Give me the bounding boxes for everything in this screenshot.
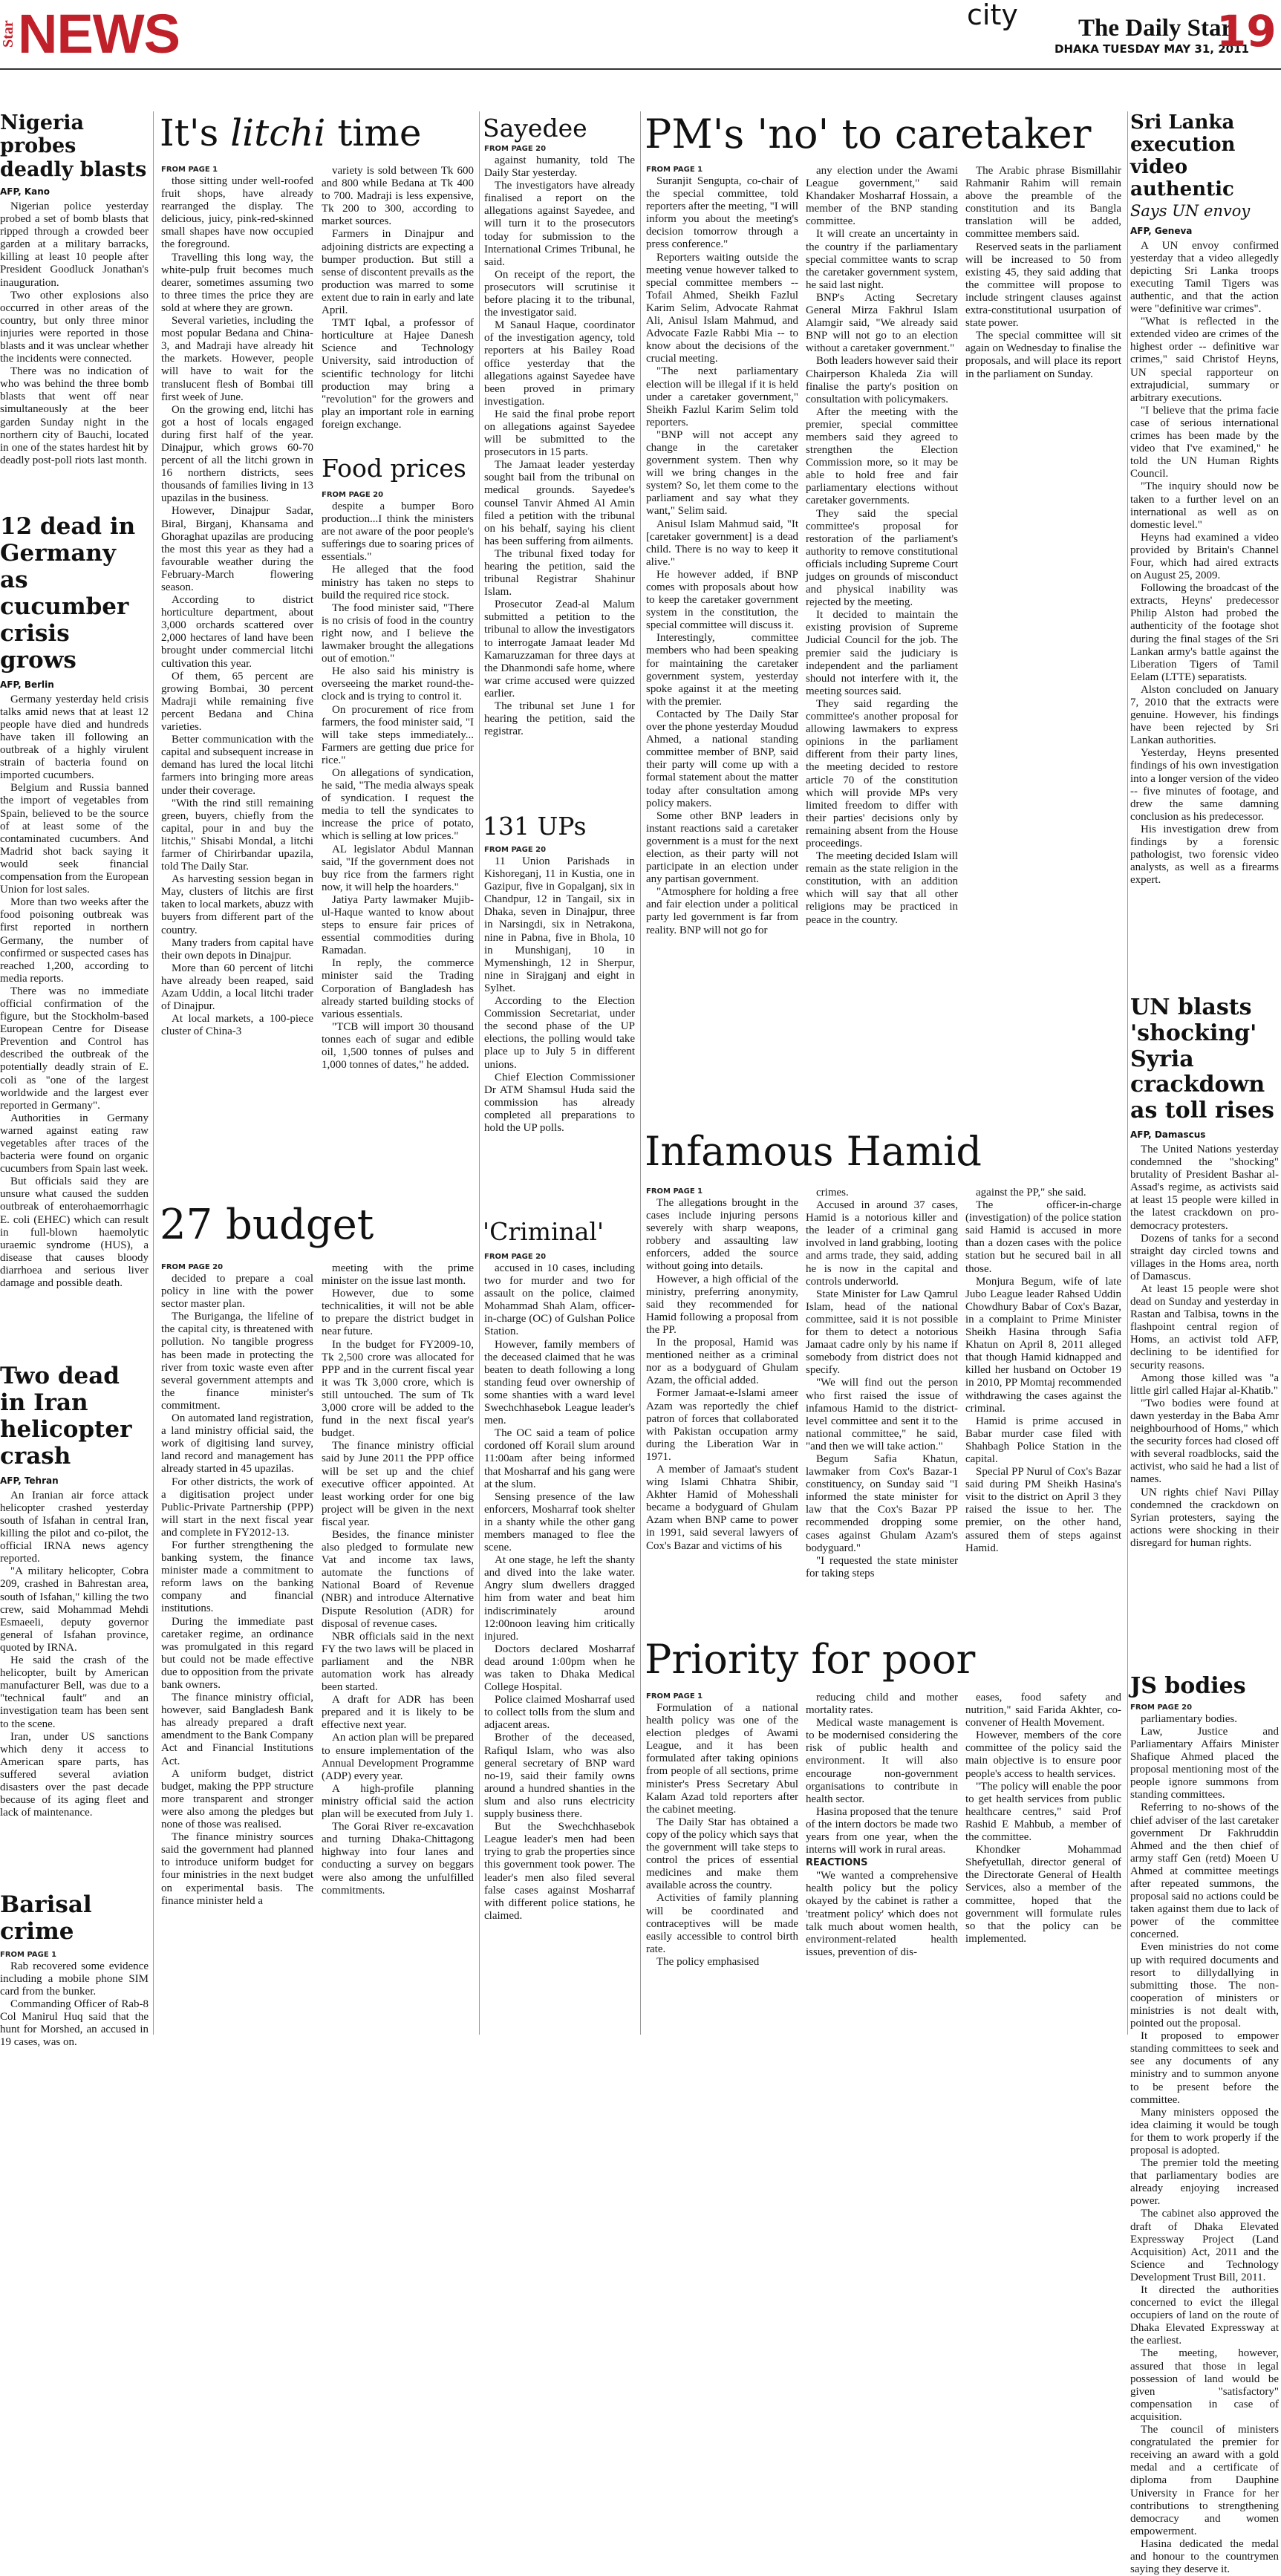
paragraph: It directed the authorities concerned to evict the illegal occupiers of land on the route of Dhaka Elevated Expressway at the earliest.	[1130, 2284, 1279, 2347]
paragraph: According to the Election Commission Secretariat, under the second phase of the UP elections, the polling would take place up to July 5 in different unions.	[484, 995, 635, 1071]
paragraph: An Iranian air force attack helicopter crashed yesterday south of Isfahan in central Iran, killing the pilot and co-pilot, the official IRNA news agency reported.	[0, 1489, 149, 1565]
paragraph: The policy emphasised	[656, 1955, 760, 1968]
page-number: 19	[1216, 6, 1277, 56]
paragraph: At local markets, a 100-piece cluster of China-3	[161, 1013, 313, 1038]
paragraph: "Two bodies were found at dawn yesterday in the Baba Amr neighbourhood of Homs," which the security forces had closed off with several roadblocks, said the activist, who said he had a list of names.	[1130, 1397, 1279, 1486]
paragraph: He also said his ministry is overseeing the market round-the-clock and is trying to control it.	[322, 665, 474, 703]
paragraph: He however added, if BNP comes with proposals about how to keep the caretaker government system in the constitution, the special committee will discuss it.	[646, 568, 798, 632]
paragraph: The officer-in-charge (investigation) of the police station said Hamid is accused in more than a dozen cases with the police station but he secured bail in all those.	[965, 1199, 1121, 1275]
article-body	[161, 175, 313, 1185]
headline-hamid: Infamous Hamid	[645, 1128, 982, 1175]
column-rule	[479, 111, 480, 2035]
paragraph: The premier told the meeting that parliamentary bodies are already enjoying increased power.	[1130, 2157, 1279, 2208]
paragraph: Nigerian police yesterday probed a set of bomb blasts that ripped through a crowded beer garden at a military barracks, killing at least 10 people after President Goodluck Jonathan's inauguration.	[0, 200, 149, 289]
paragraph: Following the broadcast of the extracts, Heyns' predecessor Philip Alston had probed the authenticity of the footage shot during the final stages of the Sri Lankan army's battle against the Liberation Tigers of Tamil Eelam (LTTE) separatists.	[1130, 582, 1279, 683]
article-body	[646, 1702, 798, 2038]
paragraph: During the immediate past caretaker regime, an ordinance was promulgated in this regard but could not be made effective due to opposition from the private bank owners.	[161, 1615, 313, 1691]
paragraph: Yesterday, Heyns presented findings of his own investigation into a longer version of the video -- five minutes of footage, and drew the same damning conclusion as his predecessor.	[1130, 747, 1279, 823]
paragraph: The finance ministry official, however, said Bangladesh Bank has already prepared a draft amendment to the Bank Company Act and Financial Institutions Act.	[161, 1692, 313, 1767]
paragraph: Special PP Nurul of Cox's Bazar said during PM Sheikh Hasina's visit to the district on April 3 they raised the issue to her. The premier, on the other hand, assured them of steps against Hamid.	[965, 1466, 1121, 1554]
paragraph: Contacted by The Daily Star over the phone yesterday Moudud Ahmed, a national standing committee member of BNP, said their party will come up with a formal statement about the matter today after consultation among policy makers.	[646, 708, 798, 809]
paragraph: "BNP will not accept any change in the caretaker government system. Then why will we bring changes in the system? So, let them come to the parliament and say what they want," Selim said.	[646, 428, 798, 518]
paragraph: He said the final probe report on allegations against Sayedee will be submitted to the prosecutors in 15 parts.	[484, 408, 635, 459]
article-body	[0, 1490, 149, 1876]
article-body	[646, 1197, 798, 1634]
paragraph: There was no indication of who was behind the three bomb blasts that went off near simultaneously at the beer garden Sunday night in the northern city of Bauchi, located in one of the states hardest hit by deadly post-poll riots last month.	[0, 365, 149, 466]
paragraph: The OC said a team of police cordoned off Korail slum around 11:00am after being informed that Mosharraf and his gang were at the slum.	[484, 1427, 635, 1490]
paragraph: After the meeting with the premier, special committee members said they agreed to strengthen the Election Commission more, so it may be able to hold free and fair parliamentary elections without caretaker governments.	[806, 405, 958, 507]
paragraph: But officials said they are unsure what caused the sudden outbreak of enterohaemorrhagic E. coli (EHEC) which can result in full-blown haemolytic uraemic syndrome (HUS), a disease that causes bloody diarrhoea and serious liver damage and possible death.	[0, 1175, 149, 1290]
paragraph: Chief Election Commissioner Dr ATM Shamsul Huda said the commission has already completed all preparations to hold the UP polls.	[484, 1071, 635, 1134]
paragraph: AL legislator Abdul Mannan said, "If the government does not buy rice from the farmers right now, it will help the hoarders."	[322, 843, 474, 893]
column-rule	[640, 111, 641, 2035]
paragraph: More than 60 percent of litchi have already been reaped, said Azam Uddin, a local litchi trader of Dinajpur.	[161, 962, 313, 1013]
paragraph: Anisul Islam Mahmud said, "It [caretaker government] is a dead child. There is no way to keep it alive."	[646, 518, 798, 568]
paragraph: The Jamaat leader yesterday sought bail from the tribunal on medical grounds. Sayedee's counsel Tanvir Ahmed Al Amin filed a petition with the tribunal on his behalf, saying his client has been suffering from ailments.	[484, 459, 635, 547]
section-title: NEWS	[18, 3, 180, 65]
paragraph: eases, food safety and nutrition," said Farida Akhter, co-convener of Health Movement.	[965, 1692, 1121, 1729]
paragraph: Khondker Mohammad Shefyetullah, director general of the Directorate General of Health Services, also a member of the committee, hoped that the government will formulate rules so that the policy can be implemented.	[965, 1844, 1121, 1945]
headline-budget: 27 budget	[160, 1201, 374, 1249]
from-page: FROM PAGE 20	[322, 491, 384, 499]
article-body	[1130, 239, 1279, 887]
paragraph: any election under the Awami League government," said Khandaker Mosharraf Hossain, a member of the BNP standing committee.	[806, 165, 958, 228]
paragraph: For other districts, the work of a digitisation project under Public-Private Partnership (PPP) will start in the next fiscal year and complete in FY2012-13.	[161, 1476, 313, 1539]
paragraph: Alston concluded on January 7, 2010 that the extracts were genuine. However, his findings have been rejected by Sri Lankan authorities.	[1130, 683, 1279, 747]
paragraph: Doctors declared Mosharraf dead around 1:00pm when he was taken to Dhaka Medical College Hospital.	[484, 1643, 635, 1694]
byline: AFP, Tehran	[0, 1475, 59, 1486]
paragraph: "With the rind still remaining green, buyers, chiefly from the capital, pour in and buy the litchis," Shisabi Mondal, a litchi farmer of Chirirbandar upazila, told The Daily Star.	[161, 797, 313, 873]
paragraph: For further strengthening the banking system, the finance minister made a commitment to reform laws on the banking company and financial institutions.	[161, 1539, 313, 1615]
from-page: FROM PAGE 20	[484, 846, 547, 854]
paragraph: "TCB will import 30 thousand tonnes each of sugar and edible oil, 1,500 tonnes of pulses and 1,000 tonnes of dates," he added.	[322, 1020, 474, 1072]
paragraph: However, family members of the deceased claimed that he was beaten to death following a long standing feud over ownership of some shanties with a ward level Swechchhasebok League leader's men.	[484, 1338, 635, 1427]
article-body	[0, 694, 149, 1380]
article-body	[322, 165, 474, 454]
headline: JS bodies	[1130, 1673, 1246, 1699]
byline: AFP, Berlin	[0, 679, 54, 690]
paragraph: NBR officials said in the next FY the two laws will be placed in parliament and the NBR automation work has already been started.	[322, 1630, 474, 1694]
paragraph: As harvesting session began in May, clusters of litchis are first taken to local markets, abuzz with buyers from different part of the country.	[161, 873, 313, 936]
reactions-label: REACTIONS	[806, 1857, 868, 1869]
paragraph: Iran, under US sanctions which deny it access to American spare parts, has suffered several aviation disasters over the past decade because of its aging fleet and lack of maintenance.	[0, 1730, 149, 1819]
article-body	[484, 855, 635, 1212]
paragraph: The food minister said, "There is no crisis of food in the country right now, and I believe the lawmaker brought the allegations out of emotion."	[322, 601, 474, 665]
from-page: FROM PAGE 1	[0, 1950, 57, 1959]
from-page: FROM PAGE 1	[646, 1692, 703, 1701]
article-body	[806, 165, 958, 1118]
paragraph: Even ministries do not come up with required documents and resort to dillydallying in submitting those. The non-cooperation of ministers or ministries is not dealt with, pointed out the proposal.	[1130, 1941, 1279, 2030]
paragraph: Travelling this long way, the white-pulp fruit becomes much dearer, sometimes assuming two to three times the price they are sold at where they are grown.	[161, 251, 313, 314]
paragraph: against humanity, told The Daily Star yesterday.	[484, 154, 635, 180]
story-sri-lanka	[1130, 111, 1279, 887]
byline: AFP, Damascus	[1130, 1129, 1206, 1140]
paragraph: Suranjit Sengupta, co-chair of the special committee, told reporters after the meeting, "I will inform you about the meeting's decision tomorrow through a press conference."	[646, 175, 798, 251]
paragraph: It decided to maintain the existing provision of Supreme Judicial Council for the job. The premier said the judiciary is independent and the parliament should not interfere with it, the meeting sources said.	[806, 609, 958, 697]
paragraph: M Sanaul Haque, coordinator of the investigation agency, told reporters at his Bailey Road office yesterday that the allegations against Sayedee have been proved in primary investigation.	[484, 319, 635, 408]
paragraph: The special committee will sit again on Wednesday to finalise the proposals, and will place its report in the parliament on Sunday.	[965, 330, 1121, 380]
paragraph: Hasina proposed that the tenure of the intern doctors be made two years from one year, when the interns will work in rural areas.	[806, 1805, 958, 1856]
section-city: city	[967, 0, 1018, 31]
paragraph: The allegations brought in the cases include injuring persons severely with sharp weapons, robbery and assaulting law enforcers, added the source without going into details.	[646, 1197, 798, 1273]
paragraph: A member of Jamaat's student wing Islami Chhatra Shibir, Akhter Hamid of Mohesshali became a bodyguard of Ghulam Azam when BNP came to power in 1991, said several lawyers of Cox's Bazar and victims of his	[646, 1463, 798, 1552]
paragraph: those sitting under well-roofed fruit shops, have already rearranged the display. The delicious, juicy, pink-red-skinned small shapes have now occupied the foreground.	[161, 175, 313, 251]
paragraph: A uniform budget, district budget, making the PPP structure more transparent and stronger were also among the pledges but none of those was realised.	[161, 1767, 313, 1831]
headline-sayedee: Sayedee	[483, 114, 587, 143]
article-body	[484, 154, 635, 808]
dateline: DHAKA TUESDAY MAY 31, 2011	[1055, 42, 1249, 56]
paragraph: Belgium and Russia banned the import of vegetables from Spain, believed to be the source of at least some of the contaminated cucumbers. And Madrid shot back saying it would seek financial compensation from the European Union for lost sales.	[0, 782, 149, 896]
article-body	[322, 500, 474, 1195]
paragraph: Brother of the deceased, Rafiqul Islam, who was also general secretary of BNP ward no-19, said their family owns around a hundred shanties in the slum and also runs electricity supply business there.	[484, 1732, 635, 1821]
paragraph: Among those killed was "a little girl called Hajar al-Khatib."	[1130, 1372, 1279, 1397]
paragraph: decided to prepare a coal policy in line with the power sector master plan.	[161, 1273, 313, 1311]
paragraph: Authorities in Germany warned against eating raw vegetables after traces of the bacteria were found on organic cucumbers from Spain last week.	[0, 1112, 149, 1175]
paragraph: However, due to some technicalities, it will not be able to prepare the district budget in near future.	[322, 1288, 474, 1338]
paragraph: A high-profile planning ministry official said the action plan will be executed from July 1.	[322, 1782, 474, 1821]
paragraph: The meeting decided Islam will remain as the state religion in the constitution, with an addition which will say that all other religions may be practiced in peace in the country.	[806, 850, 958, 926]
paragraph: Accused in around 37 cases, Hamid is a notorious killer and the leader of a criminal gang involved in land grabbing, looting and arms trade, they said, adding he is now in the capital and controls underworld.	[806, 1199, 958, 1288]
paragraph: parliamentary bodies.	[1141, 1712, 1237, 1725]
paragraph: State Minister for Law Qamrul Islam, head of the national committee, said it is not possible for them to detect a notorious Jamaat cadre only by his name if somebody from district does not specify.	[806, 1288, 958, 1377]
paragraph: Besides, the finance minister also pledged to formulate new Vat and income tax laws, automate the functions of National Board of Revenue (NBR) and introduce Alternative Dispute Resolution (ADR) for disposal of revenue cases.	[322, 1528, 474, 1630]
article-body	[646, 175, 798, 1118]
paragraph: On receipt of the report, the prosecutors will scrutinise it before placing it to the tribunal, the investigator said.	[484, 268, 635, 319]
paragraph: Two other explosions also occurred in other areas of the country, but only three minor injuries were reported in those blasts and it was unclear whether the incidents were connected.	[0, 289, 149, 365]
paragraph: An action plan will be prepared to ensure implementation of the Annual Development Programme (ADP) every year.	[322, 1732, 474, 1782]
paragraph: The Buriganga, the lifeline of the capital city, is threatened with pollution. No tangible progress has been made in protecting the river from toxic waste even after several government attempts and the finance minister's commitment.	[161, 1311, 313, 1412]
headline-litchi: It's litchi time	[160, 111, 422, 154]
paragraph: "What is reflected in the extended video are crimes of the highest order -- definitive war crimes," said Christof Heyns, UN special rapporteur on extrajudicial, summary or arbitrary executions.	[1130, 316, 1279, 404]
from-page: FROM PAGE 1	[646, 1187, 703, 1196]
paragraph: Former Jamaat-e-Islami ameer Azam was reportedly the chief patron of forces that collaborated with Pakistan occupation army during the Liberation War in 1971.	[646, 1387, 798, 1463]
paragraph: Interestingly, committee members who had been speaking for maintaining the caretaker government system, yesterday spoke against it at the meeting with the premier.	[646, 632, 798, 708]
article-body	[1130, 1712, 1279, 2576]
paragraph: Begum Safia Khatun, lawmaker from Cox's Bazar-1 constituency, on Sunday said "I informed the state minister for law that the Cox's Bazar PP recommended dropping some cases against Ghulam Azam's bodyguard."	[806, 1452, 958, 1554]
paragraph: In the budget for FY2009-10, Tk 2,500 crore was allocated for PPP and in the current fiscal year it was Tk 3,000 crore, which is still untouched. The sum of Tk 3,000 crore will be added to the fund in the next fiscal year's budget.	[322, 1338, 474, 1440]
byline: AFP, Geneva	[1130, 225, 1193, 236]
paragraph: Better communication with the capital and subsequent increase in demand has lured the local litchi farmers into bringing more areas under their coverage.	[161, 734, 313, 797]
paragraph: However, a high official of the ministry, preferring anonymity, said they recommended for Hamid following a proposal from the PP.	[646, 1273, 798, 1336]
article-body	[0, 1960, 149, 2072]
paragraph: At one stage, he left the shanty and dived into the lake water. Angry slum dwellers dragged him from water and beat him indiscriminately around 12:00noon leaving him critically injured.	[484, 1554, 635, 1643]
paragraph: crimes.	[816, 1187, 849, 1199]
paragraph: variety is sold between Tk 600 and 800 while Bedana at Tk 400 to 700. Madraji is less expensive, Tk 200 to 300, according to market sources.	[322, 165, 474, 228]
paragraph: Hamid is prime accused in Babar murder case filed with Shahbagh Police Station in the capital.	[965, 1415, 1121, 1465]
paragraph: Many ministers opposed the idea claiming it would be tough for them to work properly if the proposal is adopted.	[1130, 2106, 1279, 2156]
paragraph: accused in 10 cases, including two for murder and two for assault on the police, claimed Mohammad Shah Alam, officer-in-charge (OC) of Gulshan Police Station.	[484, 1262, 635, 1338]
article-body	[965, 165, 1121, 447]
paragraph: Many traders from capital have their own depots in Dinajpur.	[161, 936, 313, 962]
paragraph: There was no immediate official confirmation of the figure, but the Stockholm-based European Centre for Disease Prevention and Control has described the outbreak of the potentially deadly strain of E. coli as "one of the largest worldwide and the largest ever reported in Germany".	[0, 985, 149, 1112]
paragraph: Monjura Begum, wife of late Jubo League leader Rahsed Uddin Chowdhury Babar of Cox's Bazar, in a complaint to Prime Minister Sheikh Hasina through Safia Khatun on April 8, 2011 alleged that though Hamid kidnapped and killed her husband on October 19 in 2010, PP Momtaj recommended withdrawing the cases against the criminal.	[965, 1275, 1121, 1415]
paragraph: The tribunal set June 1 for hearing the petition, said the registrar.	[484, 700, 635, 738]
paragraph: On automated land registration, a land ministry official said, the work of digitising land survey, land record and management has already started in 45 upazilas.	[161, 1412, 313, 1476]
paragraph: Commanding Officer of Rab-8 Col Manirul Huq said that the hunt for Morshed, an accused in 19 cases, was on.	[0, 1998, 149, 2049]
paragraph: In reply, the commerce minister said the Trading Corporation of Bangladesh has already started building stocks of various essentials.	[322, 957, 474, 1020]
paragraph: Heyns had examined a video provided by Britain's Channel Four, which had aired extracts on August 25, 2009.	[1130, 531, 1279, 582]
paragraph: Reporters waiting outside the meeting venue however talked to special committee members -- Tofail Ahmed, Sheikh Fazlul Karim Selim, Advocate Rahmat Ali, Anisul Islam Mahmud, and Advocate Fazle Rabbi Mia -- to know about the decisions of the crucial meeting.	[646, 251, 798, 365]
paragraph: The investigators have already finalised a report on the allegations against Sayedee, and will turn it to the prosecutors today for submission to the International Crimes Tribunal, he said.	[484, 180, 635, 268]
subheadline: Says UN envoy	[1130, 201, 1251, 220]
article-body	[1130, 1144, 1279, 1663]
paragraph: 11 Union Parishads in Kishoreganj, 11 in Kustia, one in Gazipur, five in Gopalganj, six in Chandpur, 12 in Tangail, six in Dhaka, seven in Dinajpur, three in Narsingdi, six in Netrakona, nine in Pabna, five in Bhola, 10 in Munshiganj, 10 in Mymenshingh, 12 in Sherpur, nine in Sirajganj and eight in Sylhet.	[484, 855, 635, 994]
paragraph: "I believe that the prima facie case of serious international crimes has been made by the video that I've examined," he told the UN Human Rights Council.	[1130, 404, 1279, 480]
paragraph: Farmers in Dinajpur and adjoining districts are expecting a bumper production. But still a sense of discontent prevails as the production was marred to some extent due to rain in early and late April.	[322, 228, 474, 317]
article-body	[161, 1273, 313, 2035]
paragraph: The finance ministry sources said the government had planned to introduce uniform budget for four ministries in the next budget on experimental basis. The finance minister held a	[161, 1831, 313, 1907]
paragraph: Law, Justice and Parliamentary Affairs Minister Shafique Ahmed placed the proposal mentioning most of the people ignore summons from standing committees.	[1130, 1725, 1279, 1801]
paragraph: Germany yesterday held crisis talks amid news that at least 12 people have died and hundreds have taken ill following an outbreak of a highly virulent strain of bacteria found on imported cucumbers.	[0, 693, 149, 782]
from-page: FROM PAGE 20	[1130, 1703, 1193, 1712]
article-body	[806, 1870, 958, 1959]
from-page: FROM PAGE 1	[161, 166, 218, 174]
paragraph: The Arabic phrase Bismillahir Rahmanir Rahim will remain above the preamble of the constitution and its Bangla translation will be added, committee members said.	[965, 165, 1121, 241]
paragraph: He said the crash of the helicopter, built by American manufacturer Bell, was due to a "technical fault" and an investigation team has been sent to the scene.	[0, 1654, 149, 1730]
paragraph: Rab recovered some evidence including a mobile phone SIM card from the bunker.	[0, 1960, 149, 1998]
headline-food: Food prices	[322, 454, 466, 483]
paragraph: It proposed to empower standing committees to seek and see any documents of any ministry and to summon anyone to be present before the committee.	[1130, 2030, 1279, 2106]
paragraph: Dozens of tanks for a second straight day circled towns and villages in the Homs area, north of Damascus.	[1130, 1232, 1279, 1282]
headline: Two dead in Iran helicopter crash	[0, 1363, 132, 1470]
paragraph: According to district horticulture department, about 3,000 orchards scattered over 2,000 hectares of land have been brought under commercial litchi cultivation this year.	[161, 594, 313, 670]
headline-pm-caretaker: PM's 'no' to caretaker	[645, 111, 1092, 157]
article-body	[806, 1692, 958, 1856]
column-rule	[1127, 111, 1128, 2035]
paragraph: "Atmosphere for holding a free and fair election under a political party led government is far from reality. BNP will not go for	[646, 886, 798, 936]
from-page: FROM PAGE 20	[484, 145, 547, 153]
byline: AFP, Kano	[0, 186, 50, 197]
paragraph: "We wanted a comprehensive health policy but the policy okayed by the cabinet is rather a 'treatment policy' which does not talk much about women health, environment-related health issues, prevention of dis-	[806, 1870, 958, 1958]
article-body	[806, 1187, 958, 1634]
paragraph: "The inquiry should now be taken to a further level on an international as well as on domestic level."	[1130, 480, 1279, 531]
story-germany	[0, 514, 149, 1380]
article-body	[484, 1262, 635, 2035]
paragraph: In the proposal, Hamid was mentioned neither as a criminal nor as a bodyguard of Ghulam Azam, the official added.	[646, 1337, 798, 1387]
story-iran	[0, 1363, 149, 1876]
paragraph: UN rights chief Navi Pillay condemned the crackdown on Syrian protesters, saying the actions were shocking in their disregard for human rights.	[1130, 1486, 1279, 1549]
headline: Barisal crime	[0, 1891, 92, 1945]
paragraph: Jatiya Party lawmaker Mujib-ul-Haque wanted to know about steps to ensure fair prices of essential commodities during Ramadan.	[322, 893, 474, 957]
story-barisal	[0, 1892, 149, 2072]
priority-poor-middle	[806, 1692, 958, 1959]
paragraph: TMT Iqbal, a professor of horticulture at Hajee Danesh Science and Technology University, said introduction of scientific technology for litchi production may bring a "revolution" for the growers and play an important role in earning foreign exchange.	[322, 317, 474, 431]
paragraph: "The next parliamentary election will be illegal if it is held under a caretaker government," Sheikh Fazlul Karim Selim told reporters.	[646, 365, 798, 428]
paragraph: Some other BNP leaders in instant reactions said a caretaker government is a must for the next election, as their party will not participate in an election under any partisan government.	[646, 809, 798, 886]
paragraph: despite a bumper Boro production...I think the ministers are not aware of the poor people's sufferings due to soaring prices of essentials."	[322, 500, 474, 564]
paragraph: The finance ministry official said by June 2011 the PPP office will be set up and the chief executive officer appointed. At least working order for one big project will be given in the next fiscal year.	[322, 1440, 474, 1528]
story-js-bodies	[1130, 1673, 1279, 2576]
masthead-brand: Star	[0, 20, 16, 48]
paragraph: BNP's Acting Secretary General Mirza Fakhrul Islam Alamgir said, "We already said BNP will not go to an election without a caretaker government."	[806, 291, 958, 355]
headline-priority-poor: Priority for poor	[645, 1636, 976, 1683]
paragraph: Activities of family planning will be coordinated and contraceptives will be made easily accessible to control birth rate.	[646, 1892, 798, 1955]
newspaper-name: The Daily Star	[1078, 15, 1233, 42]
paragraph: He alleged that the food ministry has taken no steps to build the required rice stock.	[322, 564, 474, 601]
paragraph: They said the special committee's proposal for restoration of the parliament's authority to remove constitutional officials including Supreme Court judges on grounds of misconduct and physical inability was rejected by the meeting.	[806, 507, 958, 609]
paragraph: On allegations of syndication, he said, "The media always speak of syndication. I request the media to tell the syndicates to increase the price of potato, which is selling at low prices."	[322, 766, 474, 843]
headline: 12 dead in Germany as cucumber crisis grows	[0, 513, 136, 674]
paragraph: meeting with the prime minister on the issue last month.	[322, 1262, 474, 1288]
paragraph: More than two weeks after the food poisoning outbreak was first reported in northern Germany, the number of confirmed or suspected cases has reached 1,200, according to media reports.	[0, 896, 149, 985]
paragraph: "I requested the state minister for taking steps	[806, 1554, 958, 1579]
paragraph: The Gorai River re-excavation and turning Dhaka-Chittagong highway into four lanes and conducting a survey on beggars were also among the unfulfilled commitments.	[322, 1821, 474, 1897]
paragraph: However, members of the core committee of the policy said the main objective is to ensure poor people's access to health services.	[965, 1729, 1121, 1780]
paragraph: It will create an uncertainty in the country if the parliamentary special committee wants to scrap the caretaker government system, he said last night.	[806, 228, 958, 291]
article-body	[965, 1692, 1121, 2038]
headline-criminal: 'Criminal'	[483, 1217, 604, 1246]
paragraph: Reserved seats in the parliament will be increased to 50 from existing 45, they said adding that the committee will propose to include stringent clauses against extra-constitutional usurpation of state power.	[965, 241, 1121, 330]
paragraph: The council of ministers congratulated the premier for receiving an award with a gold medal and a certificate of diploma from Dauphine University in France for her contributions to strengthening democracy and women empowerment.	[1130, 2424, 1279, 2537]
paragraph: The Daily Star has obtained a copy of the policy which says that the government will take steps to control the prices of essential medicines and make them available across the country.	[646, 1816, 798, 1892]
paragraph: The tribunal fixed today for hearing the petition, said the tribunal Registrar Shahinur Islam.	[484, 547, 635, 599]
paragraph: Medical waste management is to be modernised considering the risk of public health and environment. It will also encourage non-government organisations to contribute in health sector.	[806, 1717, 958, 1805]
paragraph: Referring to no-shows of the chief adviser of the last caretaker government Dr Fakhruddin Ahmed and the then chief of army staff Gen (retd) Moeen U Ahmed at committee meetings after repeated summons, the proposal said no actions could be taken against them due to lack of power of the committee concerned.	[1130, 1801, 1279, 1941]
article-body	[322, 1262, 474, 2035]
paragraph: Formulation of a national health policy was one of the election pledges of Awami League, and it has been formulated after taking opinions from people of all sections, prime minister's Press Secretary Abul Kalam Azad told reporters after the cabinet meeting.	[646, 1702, 798, 1816]
paragraph: reducing child and mother mortality rates.	[806, 1692, 958, 1717]
paragraph: "A military helicopter, Cobra 209, crashed in Bahrestan area, south of Isfahan," killing the two crew, said Mohammad Mehdi Esmaeeli, deputy governor general of Isfahan province, quoted by IRNA.	[0, 1565, 149, 1654]
headline: Sri Lanka execution video authentic	[1130, 111, 1236, 201]
paragraph: On procurement of rice from farmers, the food minister said, "I will take steps immediately... Farmers are getting due price for rice."	[322, 703, 474, 766]
from-page: FROM PAGE 20	[161, 1263, 224, 1271]
from-page: FROM PAGE 20	[484, 1253, 547, 1261]
paragraph: A draft for ADR has been prepared and it is likely to be effective next year.	[322, 1694, 474, 1732]
paragraph: A UN envoy confirmed yesterday that a video allegedly depicting Sri Lanka troops executing Tamil Tigers was authentic, and that the action were "definitive war crimes".	[1130, 239, 1279, 316]
headline: Nigeria probes deadly blasts	[0, 111, 147, 181]
headline: UN blasts 'shocking' Syria crackdown as toll rises	[1130, 994, 1274, 1124]
paragraph: Police claimed Mosharraf used to collect tolls from the slum and adjacent areas.	[484, 1694, 635, 1732]
paragraph: Of them, 65 percent are growing Bombai, 30 percent Madraji while remaining five percent Bedana and China varieties.	[161, 670, 313, 734]
from-page: FROM PAGE 1	[646, 166, 703, 174]
paragraph: The cabinet also approved the draft of Dhaka Elevated Expressway Project (Land Acquisition) Act, 2011 and the Science and Technology Development Trust Bill, 2011.	[1130, 2208, 1279, 2283]
paragraph: against the PP," she said.	[976, 1187, 1086, 1199]
paragraph: His investigation drew from findings by a forensic pathologist, two forensic video analysts, as well as a firearms expert.	[1130, 823, 1279, 887]
paragraph: Hasina dedicated the medal and honour to the countrymen saying they deserve it.	[1130, 2537, 1279, 2576]
paragraph: Several varieties, including the most popular Bedana and China-3, and Madraji have already hit the markets. However, people will have to wait for the translucent flesh of Bombai till first week of June.	[161, 315, 313, 403]
paragraph: The meeting, however, assured that those in legal possession of land would be given "satisfactory" compensation in case of acquisition.	[1130, 2347, 1279, 2423]
paragraph: On the growing end, litchi has got a host of locals engaged during first half of the year. Dinajpur, which grows 60-70 percent of all the litchi grown in 16 northern districts, sees thousands of families living in 13 upazilas in the business.	[161, 403, 313, 505]
article-body	[965, 1187, 1121, 1634]
paragraph: "The policy will enable the poor to get health services from public healthcare centres," said Prof Rashid E Mahbub, a member of the committee.	[965, 1780, 1121, 1844]
story-syria	[1130, 995, 1279, 1663]
paragraph: Prosecutor Zead-al Malum submitted a petition to the tribunal to allow the investigators to interrogate Jamaat leader Md Kamaruzzaman for three days at the Dhanmondi safe home, where war crime accused were quizzed earlier.	[484, 599, 635, 700]
masthead-rule	[0, 68, 1281, 70]
paragraph: Sensing presence of the law enforcers, Mosharraf took shelter in a shanty while the other gang members managed to flee the scene.	[484, 1490, 635, 1554]
paragraph: At least 15 people were shot dead on Sunday and yesterday in Rastan and Talbisa, towns in the flashpoint central region of Homs, an activist told AFP, declining to be identified for security reasons.	[1130, 1283, 1279, 1372]
paragraph: They said regarding the committee's another proposal for allowing lawmakers to express opinions in the parliament different from their party lines, the meeting decided to restore article 70 of the constitution which will provide MPs very limited freedom to differ with their parties' decisions only by remaining absent from the House proceedings.	[806, 697, 958, 850]
column-rule	[153, 111, 154, 2035]
paragraph: Both leaders however said their Chairperson Khaleda Zia will finalise the party's position on consultation with policymakers.	[806, 355, 958, 405]
headline-131-ups: 131 UPs	[483, 812, 587, 841]
paragraph: The United Nations yesterday condemned the "shocking" brutality of President Bashar al-Assad's regime, as activists said at least 15 people were killed in the latest crackdown on pro-democracy protesters.	[1130, 1143, 1279, 1232]
paragraph: But the Swechchhasebok League leader's men had been trying to grab the properties since this government took power. The leader's men also filed several false cases against Mosharraf with different police stations, he claimed.	[484, 1821, 635, 1922]
paragraph: "We will find out the person who first raised the issue of infamous Hamid to the district-level committee and sent it to the national committee," he said, "and then we will take action."	[806, 1377, 958, 1452]
paragraph: However, Dinajpur Sadar, Biral, Birganj, Khansama and Ghoraghat upazilas are producing the most this year as they had a favourable weather during the February-March flowering season.	[161, 505, 313, 593]
